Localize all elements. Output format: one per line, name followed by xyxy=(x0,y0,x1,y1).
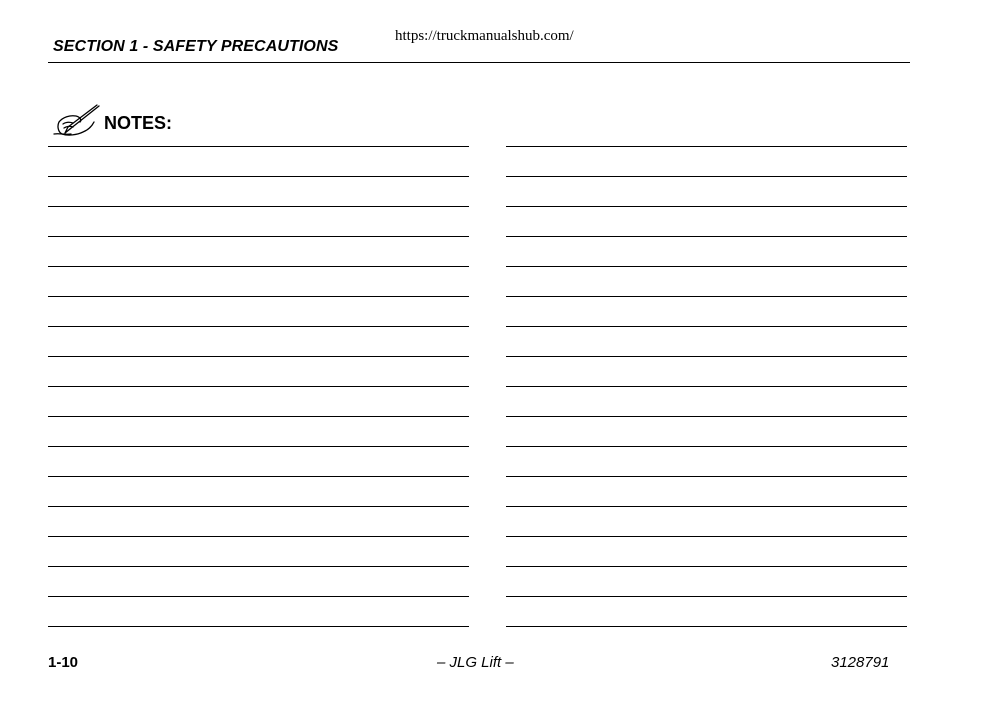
footer-title: – JLG Lift – xyxy=(437,654,514,671)
note-line xyxy=(506,476,907,506)
header-divider xyxy=(48,62,910,63)
note-line xyxy=(506,236,907,266)
note-line xyxy=(506,266,907,296)
section-title: SECTION 1 - SAFETY PRECAUTIONS xyxy=(53,38,339,55)
document-number: 3128791 xyxy=(831,654,890,671)
note-line xyxy=(506,506,907,536)
note-line xyxy=(48,176,469,206)
note-line xyxy=(506,146,907,176)
note-line xyxy=(48,536,469,566)
note-line xyxy=(48,596,469,626)
note-line xyxy=(506,416,907,446)
note-line xyxy=(48,326,469,356)
page-number: 1-10 xyxy=(48,654,79,671)
note-line xyxy=(506,626,907,656)
notes-label: NOTES: xyxy=(104,112,173,133)
note-line xyxy=(48,626,469,656)
note-line xyxy=(48,146,469,176)
note-line xyxy=(506,176,907,206)
notes-lines-right xyxy=(506,146,907,656)
note-line xyxy=(506,386,907,416)
note-line xyxy=(506,566,907,596)
note-line xyxy=(48,416,469,446)
source-url: https://truckmanualshub.com/ xyxy=(395,28,574,44)
note-line xyxy=(48,386,469,416)
note-line xyxy=(48,206,469,236)
note-line xyxy=(506,326,907,356)
note-line xyxy=(506,206,907,236)
note-line xyxy=(48,296,469,326)
note-line xyxy=(48,566,469,596)
note-line xyxy=(48,266,469,296)
note-line xyxy=(506,356,907,386)
note-line xyxy=(506,446,907,476)
notes-heading xyxy=(53,104,172,138)
note-line xyxy=(48,476,469,506)
note-line xyxy=(48,356,469,386)
note-line xyxy=(506,536,907,566)
notes-lines-left xyxy=(48,146,469,656)
note-line xyxy=(506,296,907,326)
note-line xyxy=(506,596,907,626)
note-line xyxy=(48,236,469,266)
note-line xyxy=(48,506,469,536)
note-line xyxy=(48,446,469,476)
writing-hand-icon xyxy=(53,104,101,138)
